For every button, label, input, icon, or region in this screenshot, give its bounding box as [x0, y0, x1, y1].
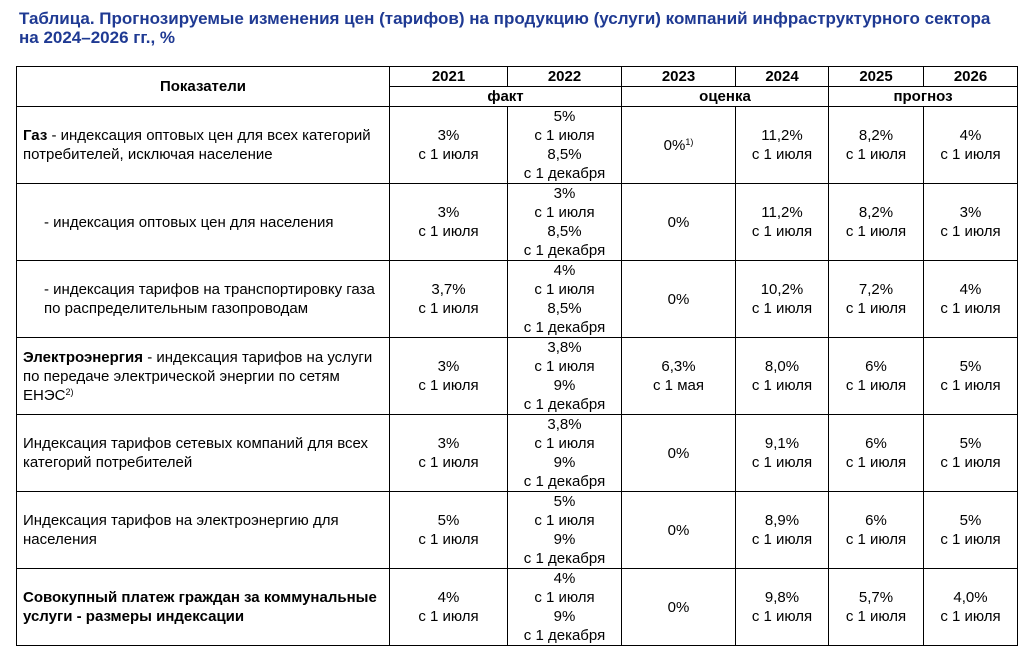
table-row [17, 107, 1018, 184]
value-date: с 1 июля [751, 377, 813, 394]
value-percent: 9% [553, 454, 576, 471]
value-date: с 1 мая [653, 377, 704, 394]
indicator-cell [17, 184, 390, 261]
value-date: с 1 июля [751, 454, 813, 471]
value-date: с 1 июля [845, 377, 907, 394]
indicator-cell [17, 415, 390, 492]
value-percent: 9% [553, 608, 576, 625]
value-cell-2021 [390, 107, 508, 184]
value-cell-2025 [829, 261, 924, 338]
indicator-text: - индексация тарифов на транспортировку газа по распределительным газопроводам [44, 281, 375, 317]
value-date: с 1 июля [751, 146, 813, 163]
value-percent: 11,2% [761, 204, 803, 221]
value-percent: 8,5% [547, 223, 582, 240]
indicator-cell [17, 261, 390, 338]
value-cell-2024 [736, 569, 829, 646]
table-row [17, 569, 1018, 646]
value-date: с 1 июля [845, 531, 907, 548]
value-percent: 3% [437, 358, 460, 375]
value-percent: 10,2% [760, 281, 804, 298]
value-percent: 9,1% [764, 435, 800, 452]
value-date: с 1 июля [940, 531, 1001, 548]
value-cell-2025 [829, 184, 924, 261]
value-cell-2023 [622, 107, 736, 184]
footnote-marker: 1) [685, 136, 694, 147]
header-year: 2025 [829, 67, 924, 87]
value-cell-2026 [924, 184, 1018, 261]
value-percent: 9% [553, 531, 576, 548]
header-row-years [17, 67, 1018, 87]
value-date: с 1 июля [845, 300, 907, 317]
value-percent: 0% [667, 213, 690, 231]
value-percent: 4% [959, 127, 982, 144]
value-cell-2024 [736, 107, 829, 184]
value-percent: 6,3% [661, 358, 696, 375]
value-date: с 1 декабря [523, 165, 606, 182]
value-percent: 8,0% [764, 358, 800, 375]
value-percent: 0%$^{1)}$ [663, 136, 694, 154]
page-title: Таблица. Прогнозируемые изменения цен (тарифов) на продукцию (услуги) компаний инфраструктурного сектора на 2024–2026 гг., % [19, 9, 991, 47]
value-date: с 1 июля [751, 223, 813, 240]
value-percent: 3% [437, 127, 460, 144]
value-cell-2024 [736, 492, 829, 569]
value-cell-2026 [924, 569, 1018, 646]
value-percent: 4,0% [953, 589, 988, 606]
value-percent: 4% [553, 262, 576, 279]
value-date: с 1 июля [534, 204, 595, 221]
value-percent: 3% [437, 204, 460, 221]
table-row [17, 415, 1018, 492]
value-percent: 5% [959, 358, 982, 375]
value-cell-2022 [508, 107, 622, 184]
value-date: с 1 июля [418, 377, 479, 394]
value-percent: 6% [865, 358, 887, 375]
value-cell-2023 [622, 492, 736, 569]
value-percent: 4% [553, 570, 576, 587]
value-cell-2024 [736, 415, 829, 492]
value-percent: 8,2% [858, 127, 894, 144]
indicator-text: Индексация тарифов сетевых компаний для всех категорий потребителей [23, 435, 369, 471]
value-cell-2026 [924, 261, 1018, 338]
value-date: с 1 июля [845, 146, 907, 163]
header-year: 2022 [508, 67, 622, 87]
value-percent: 5% [553, 493, 576, 510]
value-percent: 4% [437, 589, 460, 606]
table-row [17, 261, 1018, 338]
value-cell-2025 [829, 338, 924, 415]
value-date: с 1 июля [418, 531, 479, 548]
value-cell-2024 [736, 338, 829, 415]
header-group-estimate: оценка [622, 87, 829, 107]
value-date: с 1 июля [940, 300, 1001, 317]
value-cell-2026 [924, 107, 1018, 184]
header-indicator: Показатели [17, 67, 390, 107]
value-cell-2021 [390, 184, 508, 261]
value-percent: 8,5% [547, 146, 582, 163]
value-percent: 4% [959, 281, 982, 298]
value-cell-2021 [390, 569, 508, 646]
value-percent: 6% [865, 435, 887, 452]
table-row [17, 184, 1018, 261]
value-date: с 1 июля [534, 127, 595, 144]
value-date: с 1 июля [534, 358, 595, 375]
value-percent: 3% [437, 435, 460, 452]
value-date: с 1 июля [940, 377, 1001, 394]
indicator-text: Индексация тарифов на электроэнергию для населения [23, 512, 339, 548]
value-percent: 9% [553, 377, 576, 394]
value-date: с 1 декабря [523, 627, 606, 644]
value-percent: 5,7% [858, 589, 894, 606]
value-percent: 0% [667, 598, 690, 616]
value-cell-2025 [829, 415, 924, 492]
value-cell-2025 [829, 492, 924, 569]
indicator-bold-label: Газ [23, 127, 48, 144]
value-cell-2023 [622, 338, 736, 415]
header-year: 2026 [924, 67, 1018, 87]
value-cell-2025 [829, 569, 924, 646]
value-date: с 1 декабря [523, 319, 606, 336]
value-date: с 1 июля [418, 454, 479, 471]
value-date: с 1 июля [534, 435, 595, 452]
indicator-cell [17, 107, 390, 184]
value-date: с 1 июля [418, 608, 479, 625]
indicator-cell [17, 338, 390, 415]
indicator-bold-label: Электроэнергия [23, 348, 144, 366]
value-date: с 1 июля [940, 223, 1001, 240]
value-cell-2024 [736, 184, 829, 261]
value-cell-2026 [924, 415, 1018, 492]
value-percent: 5% [959, 512, 982, 529]
header-year: 2023 [622, 67, 736, 87]
value-cell-2022 [508, 569, 622, 646]
indicator-cell [17, 569, 390, 646]
value-cell-2021 [390, 261, 508, 338]
indicator-cell [17, 492, 390, 569]
indicator-text: - индексация оптовых цен для населения [44, 213, 334, 231]
value-cell-2023 [622, 415, 736, 492]
value-date: с 1 июля [534, 281, 595, 298]
value-date: с 1 июля [845, 223, 907, 240]
value-cell-2026 [924, 338, 1018, 415]
value-date: с 1 июля [940, 454, 1001, 471]
value-cell-2021 [390, 492, 508, 569]
value-date: с 1 июля [940, 608, 1001, 625]
value-date: с 1 июля [845, 454, 907, 471]
value-date: с 1 июля [751, 608, 813, 625]
value-percent: 11,2% [761, 127, 803, 144]
value-cell-2022 [508, 184, 622, 261]
value-percent: 3,7% [431, 281, 466, 298]
value-date: с 1 июля [845, 608, 907, 625]
value-percent: 8,9% [764, 512, 800, 529]
value-cell-2023 [622, 261, 736, 338]
value-percent: 5% [959, 435, 982, 452]
value-percent: 3,8% [547, 339, 582, 356]
table-row [17, 338, 1018, 415]
value-cell-2023 [622, 569, 736, 646]
value-percent: 8,5% [547, 300, 582, 317]
header-group-forecast: прогноз [829, 87, 1018, 107]
value-cell-2022 [508, 415, 622, 492]
value-date: с 1 декабря [523, 396, 606, 413]
indicator-text: - индексация тарифов на услуги по передаче электрической энергии по сетям ЕНЭС [23, 348, 373, 404]
value-date: с 1 июля [418, 146, 479, 163]
footnote-marker: 2) [65, 386, 74, 397]
value-percent: 3% [553, 185, 576, 202]
value-percent: 0% [667, 290, 690, 308]
value-date: с 1 декабря [523, 242, 606, 259]
header-year: 2021 [390, 67, 508, 87]
value-cell-2021 [390, 415, 508, 492]
value-date: с 1 июля [418, 300, 479, 317]
indicator-text: - индексация оптовых цен для всех категорий потребителей, исключая население [23, 127, 371, 163]
value-percent: 7,2% [858, 281, 894, 298]
header-year: 2024 [736, 67, 829, 87]
value-percent: 0% [667, 444, 690, 462]
value-date: с 1 июля [534, 512, 595, 529]
table-body [17, 107, 1018, 646]
value-date: с 1 июля [534, 589, 595, 606]
value-cell-2026 [924, 492, 1018, 569]
value-cell-2022 [508, 492, 622, 569]
header-group-fact: факт [390, 87, 622, 107]
value-percent: 9,8% [764, 589, 800, 606]
price-forecast-table [16, 66, 1018, 646]
indicator-bold-label: Совокупный платеж граждан за коммунальные услуги - размеры индексации [23, 589, 377, 625]
value-date: с 1 декабря [523, 473, 606, 490]
table-row [17, 492, 1018, 569]
value-date: с 1 декабря [523, 550, 606, 567]
value-cell-2022 [508, 261, 622, 338]
value-cell-2021 [390, 338, 508, 415]
value-cell-2022 [508, 338, 622, 415]
value-date: с 1 июля [940, 146, 1001, 163]
value-percent: 0% [667, 521, 690, 539]
value-percent: 3,8% [547, 416, 582, 433]
value-date: с 1 июля [418, 223, 479, 240]
value-date: с 1 июля [751, 531, 813, 548]
value-percent: 6% [865, 512, 887, 529]
value-percent: 3% [959, 204, 982, 221]
value-percent: 8,2% [858, 204, 894, 221]
value-cell-2023 [622, 184, 736, 261]
value-percent: 5% [437, 512, 460, 529]
value-percent: 5% [553, 108, 576, 125]
value-cell-2024 [736, 261, 829, 338]
value-date: с 1 июля [751, 300, 813, 317]
value-cell-2025 [829, 107, 924, 184]
